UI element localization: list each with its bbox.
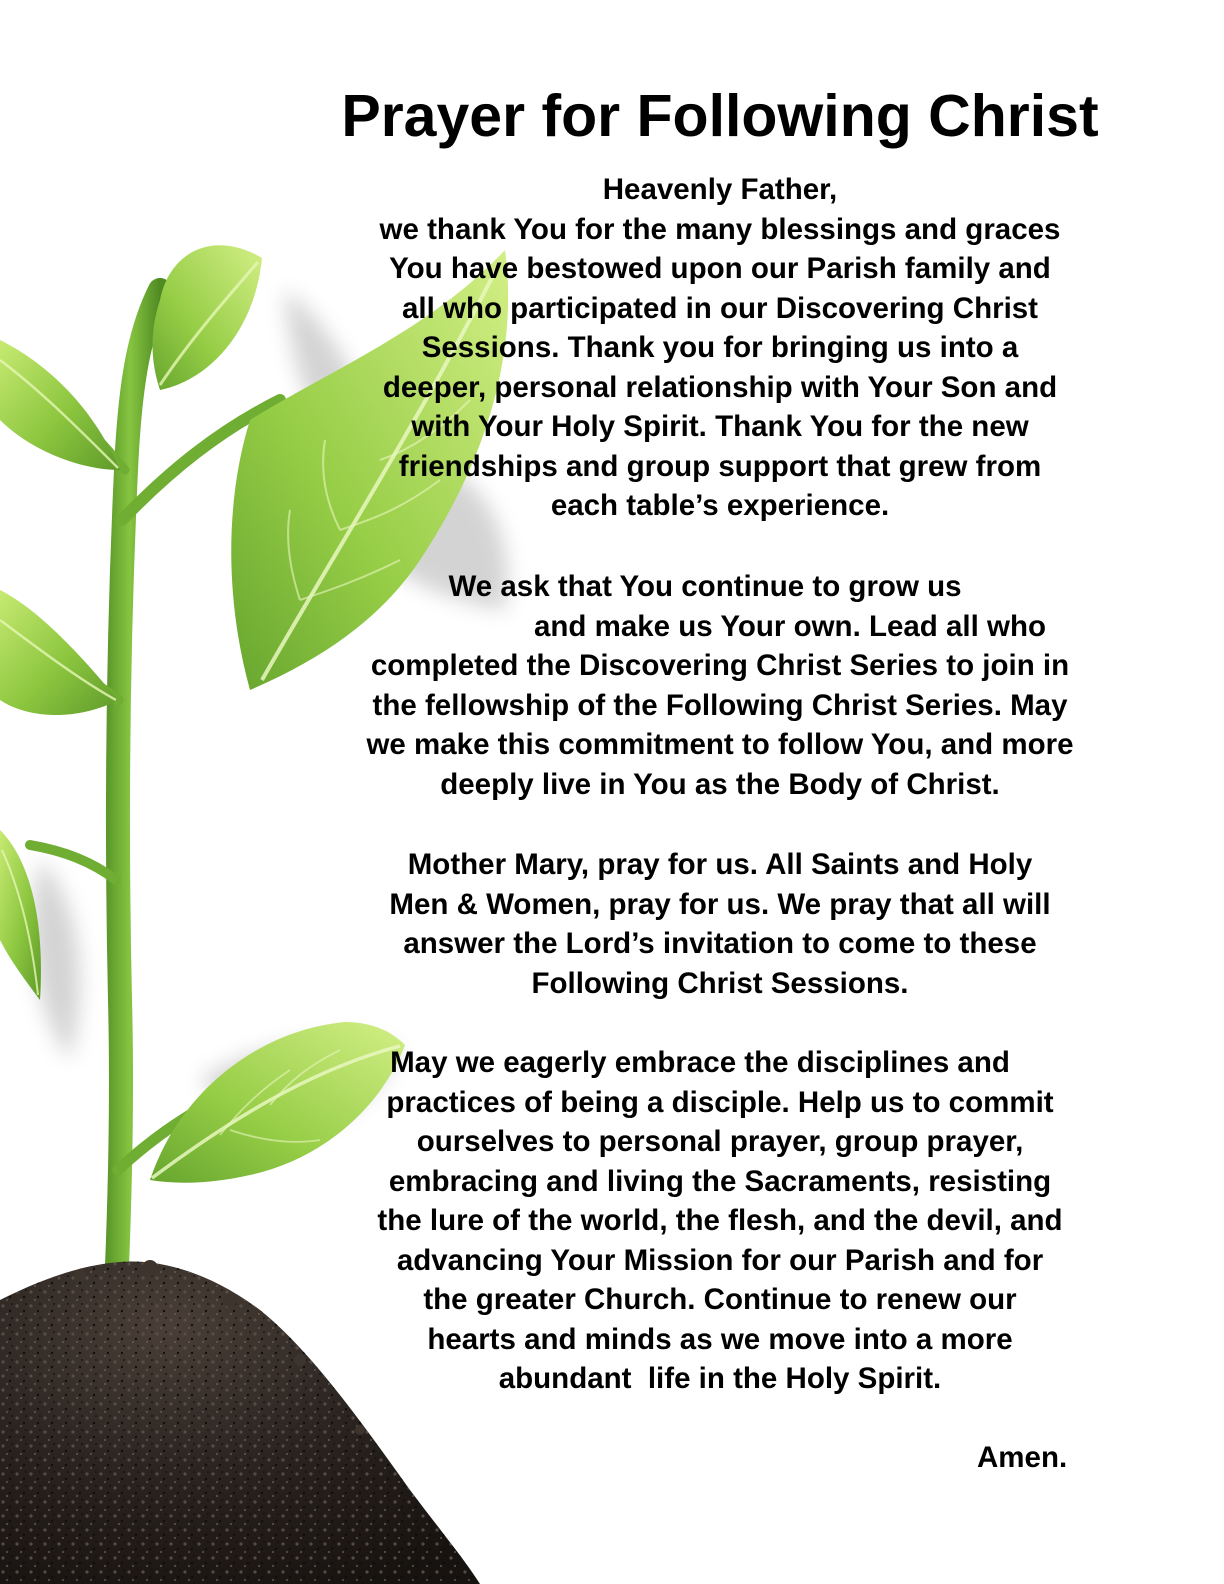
prayer-paragraph-3	[320, 845, 1120, 1003]
prayer-line: friendships and group support that grew from	[398, 449, 1042, 483]
prayer-line: each table’s experience.	[550, 489, 890, 522]
prayer-line: practices of being a disciple. Help us to commit	[386, 1085, 1054, 1119]
prayer-line: we make this commitment to follow You, and more	[366, 728, 1074, 761]
prayer-line: Sessions. Thank you for bringing us into a	[421, 331, 1019, 364]
prayer-line: ourselves to personal prayer, group prayer,	[416, 1125, 1024, 1158]
prayer-line: We ask that You continue to grow us	[448, 570, 962, 603]
prayer-line: completed the Discovering Christ Series to join in	[370, 649, 1070, 682]
prayer-line: deeper, personal relationship with Your Son and	[382, 370, 1058, 404]
prayer-paragraph-4	[320, 1043, 1120, 1399]
prayer-paragraph-2	[320, 567, 1120, 804]
prayer-line: the fellowship of the Following Christ Series. May	[372, 688, 1068, 722]
prayer-line: all who participated in our Discovering Christ	[402, 291, 1038, 325]
prayer-paragraph-1	[320, 170, 1120, 526]
prayer-line: answer the Lord’s invitation to come to these	[403, 927, 1037, 960]
prayer-line: You have bestowed upon our Parish family and	[389, 252, 1051, 285]
prayer-line: embracing and living the Sacraments, resisting	[388, 1164, 1052, 1198]
prayer-line: May we eagerly embrace the disciplines and	[390, 1046, 1010, 1079]
prayer-signoff: Amen.	[977, 1441, 1068, 1474]
page-title: Prayer for Following Christ	[341, 83, 1099, 149]
prayer-line: advancing Your Mission for our Parish and for	[396, 1243, 1044, 1277]
prayer-line: Heavenly Father,	[602, 173, 838, 206]
prayer-line: deeply live in You as the Body of Christ.	[440, 767, 1000, 801]
prayer-line: Men & Women, pray for us. We pray that all will	[389, 887, 1051, 921]
prayer-line: the greater Church. Continue to renew our	[423, 1283, 1017, 1316]
prayer-line: and make us Your own. Lead all who	[534, 609, 1046, 643]
prayer-line: with Your Holy Spirit. Thank You for the new	[411, 410, 1029, 443]
prayer-line: Mother Mary, pray for us. All Saints and Holy	[407, 848, 1033, 881]
prayer-line: the lure of the world, the flesh, and the devil, and	[377, 1204, 1063, 1237]
prayer-line: we thank You for the many blessings and graces	[379, 212, 1061, 246]
prayer-line: hearts and minds as we move into a more	[427, 1322, 1013, 1356]
prayer-line: abundant life in the Holy Spirit.	[498, 1362, 942, 1395]
prayer-line: Following Christ Sessions.	[531, 966, 909, 1000]
